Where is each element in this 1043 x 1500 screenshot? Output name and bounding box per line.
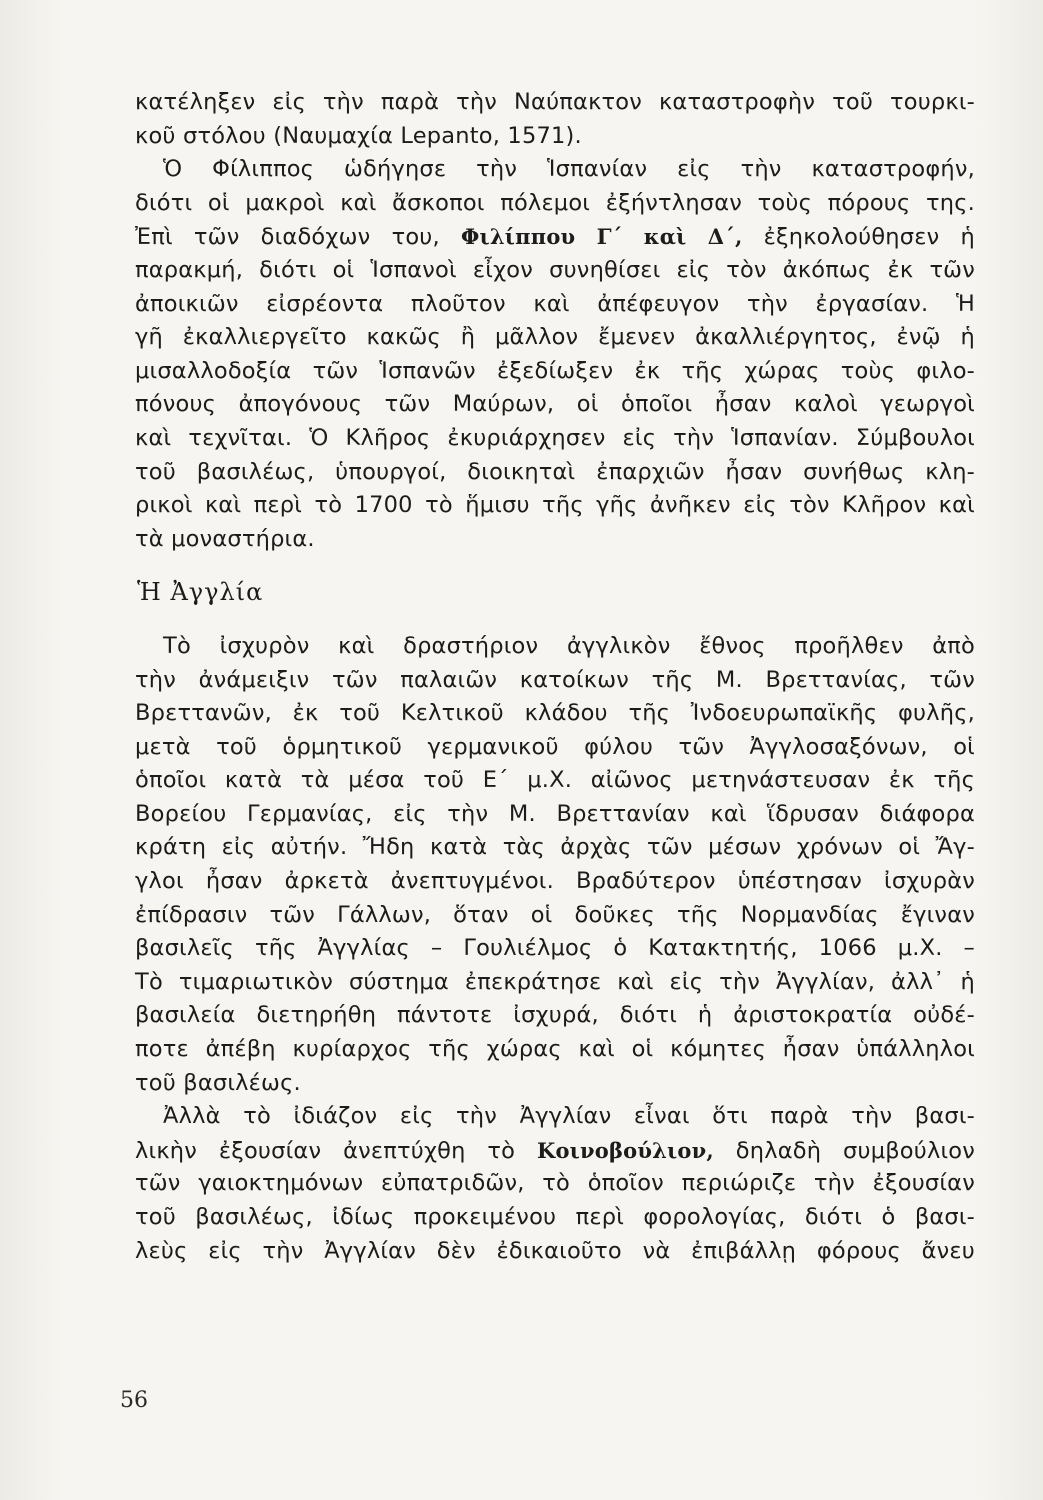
text-segment: Ἐπὶ τῶν διαδόχων του, [135,224,440,251]
text-line: ποτε ἀπέβη κυρίαρχος τῆς χώρας καὶ οἱ κόμητες ἦσαν ὑπάλληλοι [135,1036,975,1063]
text-line: τοῦ βασιλέως, ἰδίως προκειμένου περὶ φορολογίας, διότι ὁ βασι- [135,1204,975,1230]
text-line: γλοι ἦσαν ἀρκετὰ ἀνεπτυγμένοι. Βραδύτερον ὑπέστησαν ἰσχυρὰν [135,868,975,895]
text-line-with-bold [135,220,975,254]
text-line: ρικοὶ καὶ περὶ τὸ 1700 τὸ ἥμισυ τῆς γῆς ἀνῆκεν εἰς τὸν Κλῆρον καὶ [135,492,975,519]
text-line: βασιλεῖς τῆς Ἀγγλίας – Γουλιέλμος ὁ Κατακτητής, 1066 μ.Χ. – [135,935,975,962]
text-line: Ἀλλὰ τὸ ἰδιάζον εἰς τὴν Ἀγγλίαν εἶναι ὅτι παρὰ τὴν βασι- [163,1103,975,1130]
text-line: ἀποικιῶν εἰσρέοντα πλοῦτον καὶ ἀπέφευγον τὴν ἐργασίαν. Ἡ [135,290,975,317]
text-line: ὁποῖοι κατὰ τὰ μέσα τοῦ Ε΄ μ.Χ. αἰῶνος μετηνάστευσαν ἐκ τῆς [135,767,975,794]
text-line: διότι οἱ μακροὶ καὶ ἄσκοποι πόλεμοι ἐξήντλησαν τοὺς πόρους της. [135,189,975,216]
text-line: λεὺς εἰς τὴν Ἀγγλίαν δὲν ἐδικαιοῦτο νὰ ἐπιβάλλῃ φόρους ἄνευ [135,1237,975,1264]
bold-term-parliament: Κοινοβούλιον, [537,1137,714,1163]
text-line: κοῦ στόλου (Ναυμαχία Lepanto, 1571). [135,122,582,149]
text-segment: λικὴν ἐξουσίαν ἀνεπτύχθη τὸ [135,1137,516,1164]
text-segment: ἐξηκολούθησεν ἡ [763,224,975,251]
text-line: παρακμή, διότι οἱ Ἱσπανοὶ εἶχον συνηθίσει εἰς τὸν ἀκόπως ἐκ τῶν [135,256,975,283]
text-line: μισαλλοδοξία τῶν Ἱσπανῶν ἐξεδίωξεν ἐκ τῆς χώρας τοὺς φιλο- [135,357,975,384]
text-line: μετὰ τοῦ ὁρμητικοῦ γερμανικοῦ φύλου τῶν Ἀγγλοσαξόνων, οἱ [135,733,975,760]
bold-term-philip: Φιλίππου Γ΄ καὶ Δ΄, [461,224,743,250]
text-line: Βορείου Γερμανίας, εἰς τὴν Μ. Βρεττανίαν καὶ ἵδρυσαν διάφορα [135,800,975,827]
text-line: τοῦ βασιλέως. [135,1069,301,1096]
text-line: τὴν ἀνάμειξιν τῶν παλαιῶν κατοίκων τῆς Μ. Βρεττανίας, τῶν [135,666,975,693]
text-line: τὰ μοναστήρια. [135,525,315,552]
text-line: ἐπίδρασιν τῶν Γάλλων, ὅταν οἱ δοῦκες τῆς Νορμανδίας ἔγιναν [135,901,975,928]
text-line: Βρεττανῶν, ἐκ τοῦ Κελτικοῦ κλάδου τῆς Ἰνδοευρωπαϊκῆς φυλῆς, [135,700,975,727]
text-line: Ὁ Φίλιππος ὡδήγησε τὴν Ἱσπανίαν εἰς τὴν καταστροφήν, [163,156,975,183]
page-text [135,86,975,1268]
section-heading: Ἡ Ἀγγλία [137,578,264,607]
text-line: τῶν γαιοκτημόνων εὐπατριδῶν, τὸ ὁποῖον περιώριζε τὴν ἐξουσίαν [135,1170,975,1197]
text-line: βασιλεία διετηρήθη πάντοτε ἰσχυρά, διότι ἡ ἀριστοκρατία οὐδέ- [135,1002,975,1029]
text-line: Τὸ τιμαριωτικὸν σύστημα ἐπεκράτησε καὶ εἰς τὴν Ἀγγλίαν, ἀλλ᾽ ἡ [135,968,975,995]
text-line-with-bold [135,1134,975,1168]
text-line: πόνους ἀπογόνους τῶν Μαύρων, οἱ ὁποῖοι ἦσαν καλοὶ γεωργοὶ [135,391,975,418]
text-line: κράτη εἰς αὐτήν. Ἤδη κατὰ τὰς ἀρχὰς τῶν μέσων χρόνων οἱ Ἄγ- [135,834,975,861]
text-line: καὶ τεχνῖται. Ὁ Κλῆρος ἐκυριάρχησεν εἰς τὴν Ἱσπανίαν. Σύμβουλοι [135,424,975,451]
text-line: κατέληξεν εἰς τὴν παρὰ τὴν Ναύπακτον καταστροφὴν τοῦ τουρκι- [135,89,975,115]
text-line: Τὸ ἰσχυρὸν καὶ δραστήριον ἀγγλικὸν ἔθνος προῆλθεν ἀπὸ [163,632,975,659]
page-number: 56 [120,1388,148,1413]
text-line: γῆ ἐκαλλιεργεῖτο κακῶς ἢ μᾶλλον ἔμενεν ἀκαλλιέργητος, ἐνῷ ἡ [135,324,975,351]
text-segment: δηλαδὴ συμβούλιον [735,1137,976,1164]
text-line: τοῦ βασιλέως, ὑπουργοί, διοικηταὶ ἐπαρχιῶν ἦσαν συνήθως κλη- [135,458,975,485]
